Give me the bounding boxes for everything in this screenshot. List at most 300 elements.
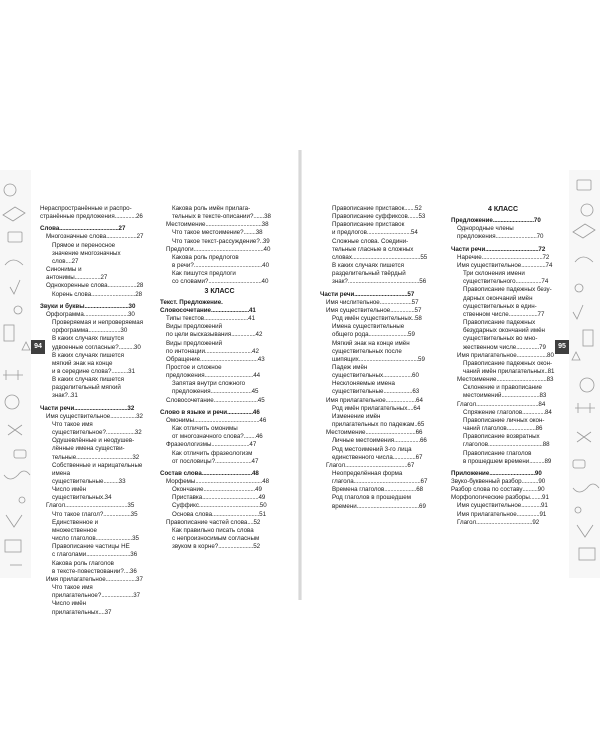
toc-entry-page: 35 bbox=[132, 535, 139, 543]
toc-entry bbox=[160, 470, 279, 478]
toc-entry-page: 84 bbox=[538, 400, 546, 408]
toc-entry-leader: ................ bbox=[231, 331, 256, 339]
toc-entry-title: лённые имена существи- bbox=[52, 445, 125, 453]
toc-entry-title: Правописание частей слова bbox=[166, 518, 248, 526]
toc-entry-page: 27 bbox=[118, 225, 126, 233]
toc-entry-title: прилагательное? bbox=[52, 592, 102, 600]
toc-entry-leader: ............................... bbox=[212, 510, 260, 518]
toc-entry-title: глаголов bbox=[463, 441, 489, 449]
toc-entry-leader: ............................................... bbox=[347, 278, 420, 286]
toc-entry-title: мягкий знак на конце bbox=[52, 359, 113, 367]
toc-entry-title: тельные bbox=[52, 453, 77, 461]
toc-entry-leader: .............................. bbox=[489, 469, 535, 477]
toc-entry-leader: ................... bbox=[105, 429, 135, 437]
toc-entry-title: Какова роль глаголов bbox=[52, 559, 114, 567]
toc-entry-leader: ............................. bbox=[213, 396, 258, 404]
doodle-border-right bbox=[569, 170, 600, 578]
toc-entry-leader: ................... bbox=[508, 310, 538, 318]
toc-entry bbox=[451, 254, 555, 262]
toc-entry bbox=[40, 352, 144, 360]
toc-entry-leader: .................... bbox=[385, 396, 417, 404]
page-number-left: 94 bbox=[31, 340, 45, 354]
toc-entry-title: Что такое местоимение? bbox=[172, 229, 244, 237]
toc-entry-title: Фразеологизмы bbox=[166, 441, 212, 449]
toc-entry-title: Синонимы и антонимы bbox=[46, 266, 82, 282]
toc-entry bbox=[451, 225, 555, 233]
toc-entry-title: Словосочетание bbox=[160, 306, 211, 314]
toc-entry-page: 70 bbox=[536, 233, 544, 241]
toc-entry-title: Имя прилагательное bbox=[457, 351, 517, 359]
toc-entry-page: 57 bbox=[407, 290, 415, 298]
toc-entry-page: 55 bbox=[420, 253, 428, 261]
toc-entry-leader: ....... bbox=[407, 213, 419, 221]
grade-heading bbox=[160, 287, 279, 299]
toc-entry bbox=[451, 233, 555, 241]
toc-entry-leader: ........................ bbox=[215, 457, 252, 465]
toc-entry bbox=[40, 213, 144, 221]
toc-entry-page: 49 bbox=[258, 494, 266, 502]
toc-entry-page: 53 bbox=[418, 213, 426, 221]
toc-entry bbox=[160, 331, 279, 339]
toc-entry bbox=[160, 409, 279, 417]
toc-entry-page: 68 bbox=[416, 486, 424, 494]
toc-entry-leader: ................. bbox=[74, 274, 101, 282]
toc-entry-page: 42 bbox=[255, 331, 263, 339]
toc-entry bbox=[40, 568, 144, 576]
toc-entry bbox=[320, 437, 439, 445]
toc-entry-title: Виды предложений bbox=[166, 339, 223, 347]
toc-entry-title: Текст. Предложение. bbox=[160, 298, 223, 306]
toc-entry bbox=[320, 478, 439, 486]
toc-entry-page: 92 bbox=[532, 518, 540, 526]
toc-entry-title: В каких случаях пишется bbox=[52, 351, 124, 359]
toc-entry bbox=[160, 221, 279, 229]
toc-entry-page: 32 bbox=[136, 412, 143, 420]
toc-entry-title: Имена существительные bbox=[332, 323, 405, 331]
toc-entry bbox=[160, 323, 279, 331]
toc-entry-leader: ............... bbox=[392, 453, 416, 461]
toc-entry-page: 47 bbox=[249, 441, 257, 449]
toc-entry-title: словах bbox=[332, 253, 352, 261]
toc-entry-title: Наречие bbox=[457, 253, 482, 261]
toc-entry-title: с глаголами bbox=[52, 551, 87, 559]
toc-entry-page: 86 bbox=[535, 425, 543, 433]
toc-entry-title: Имя прилагательное bbox=[457, 510, 517, 518]
toc-entry-leader: ....... bbox=[253, 213, 265, 221]
toc-column-3 bbox=[320, 205, 439, 511]
toc-entry-leader: .... bbox=[98, 608, 105, 616]
toc-entry bbox=[160, 486, 279, 494]
toc-entry-page: 89 bbox=[544, 457, 552, 465]
toc-entry-title: в тексте-повествовании? bbox=[52, 567, 124, 575]
toc-entry-page: 67 bbox=[420, 478, 428, 486]
toc-entry-title: Как пишутся предлоги bbox=[172, 270, 236, 278]
toc-entry bbox=[160, 450, 279, 458]
toc-entry bbox=[320, 299, 439, 307]
toc-entry-leader: ......................................... bbox=[356, 502, 420, 510]
toc-entry-page: 37 bbox=[133, 592, 141, 600]
toc-entry-leader: . bbox=[103, 494, 105, 502]
toc-entry bbox=[160, 364, 279, 372]
toc-entry-title: число глаголов bbox=[52, 535, 96, 543]
toc-entry bbox=[320, 421, 439, 429]
toc-entry bbox=[40, 266, 144, 282]
toc-entry-leader: .......... bbox=[529, 457, 545, 465]
toc-entry bbox=[160, 372, 279, 380]
toc-entry bbox=[160, 299, 279, 307]
toc-entry-title: Изменение имён bbox=[332, 412, 381, 420]
toc-entry-page: 28 bbox=[136, 282, 144, 290]
toc-entry-page: 77 bbox=[537, 310, 545, 318]
toc-entry-title: Окончание bbox=[172, 486, 204, 494]
toc-entry-title: Типы текстов bbox=[166, 315, 205, 323]
toc-entry-title: Разбор слова по составу bbox=[451, 486, 523, 494]
toc-entry bbox=[40, 225, 144, 233]
toc-entry-leader: .......................... bbox=[368, 331, 409, 339]
toc-entry-title: тельных в тексте-описании? bbox=[172, 213, 254, 221]
toc-entry-title: существительных bbox=[332, 372, 384, 380]
toc-entry bbox=[160, 238, 279, 246]
toc-entry-leader: ................................ bbox=[204, 372, 254, 380]
toc-entry bbox=[160, 433, 279, 441]
toc-entry-page: 66 bbox=[415, 429, 423, 437]
toc-entry-leader: ................. bbox=[110, 412, 137, 420]
toc-entry-page: 33 bbox=[118, 478, 126, 485]
toc-entry-page: 46 bbox=[252, 408, 260, 416]
toc-entry-leader: .......... bbox=[522, 486, 538, 494]
toc-entry bbox=[160, 511, 279, 519]
toc-entry-page: 69 bbox=[419, 502, 426, 510]
toc-entry-title: со словами? bbox=[172, 278, 209, 286]
toc-entry-page: 30 bbox=[133, 343, 141, 351]
toc-entry-title: Число имён существительных bbox=[52, 486, 104, 502]
toc-entry-page: 28 bbox=[135, 290, 143, 298]
toc-entry bbox=[320, 388, 439, 396]
toc-entry-leader: ................. bbox=[227, 408, 253, 416]
toc-entry-page: 57 bbox=[411, 298, 419, 306]
toc-entry-leader: .................................... bbox=[488, 441, 543, 449]
toc-entry bbox=[40, 421, 144, 429]
toc-entry-title: Орфограмма bbox=[46, 310, 84, 318]
toc-entry-page: 63 bbox=[412, 388, 420, 396]
toc-entry-page: 51 bbox=[259, 510, 267, 518]
toc-entry-leader: ............................. bbox=[86, 551, 131, 559]
toc-entry-leader: ................... bbox=[383, 372, 412, 380]
toc-entry bbox=[451, 519, 555, 527]
toc-entry-title: Части речи bbox=[320, 290, 355, 298]
toc-entry-page: 54 bbox=[410, 229, 418, 237]
toc-entry bbox=[40, 584, 144, 592]
toc-entry-leader: ................................... bbox=[485, 245, 539, 253]
toc-entry-page: 58 bbox=[414, 315, 422, 323]
toc-entry-leader: ......................................... bbox=[345, 461, 408, 469]
toc-entry-title: Морфологические разборы bbox=[451, 494, 530, 502]
toc-entry-page: 90 bbox=[534, 469, 542, 477]
toc-entry bbox=[40, 335, 144, 343]
toc-entry-leader: .................... bbox=[106, 233, 137, 241]
toc-entry-page: 36 bbox=[130, 551, 138, 559]
toc-entry bbox=[40, 242, 144, 250]
toc-entry-page: 45 bbox=[257, 396, 265, 404]
toc-entry-title: Слова bbox=[40, 225, 60, 233]
toc-entry-title: Глагол bbox=[326, 461, 346, 469]
toc-entry bbox=[451, 319, 555, 327]
toc-entry-title: Имя числительное bbox=[326, 298, 380, 306]
toc-entry bbox=[40, 233, 144, 241]
toc-entry-title: Имя существительное bbox=[457, 502, 522, 510]
toc-entry-page: 48 bbox=[251, 469, 259, 477]
toc-entry bbox=[160, 519, 279, 527]
toc-entry-title: Звуко-буквенный разбор bbox=[451, 478, 522, 485]
toc-entry bbox=[451, 384, 555, 392]
toc-entry-title: шипящих bbox=[332, 355, 359, 363]
toc-entry-title: и в середине слова? bbox=[52, 367, 112, 375]
toc-entry-title: по цели высказывания bbox=[166, 331, 232, 339]
toc-entry-leader: ................ bbox=[390, 306, 415, 314]
toc-entry-leader: ........... bbox=[521, 478, 539, 485]
toc-entry-leader: ......................................... bbox=[476, 400, 539, 408]
toc-entry-page: 59 bbox=[418, 355, 425, 363]
toc-entry-leader: ............................................ bbox=[353, 478, 421, 486]
toc-entry-title: звуком в корне? bbox=[172, 543, 219, 551]
toc-entry-page: 74 bbox=[545, 261, 553, 269]
toc-entry-leader: ............................................. bbox=[351, 253, 421, 261]
toc-entry-title: Части речи bbox=[451, 245, 486, 253]
toc-entry bbox=[40, 535, 144, 543]
toc-entry bbox=[451, 425, 555, 433]
toc-entry-page: 40 bbox=[261, 278, 269, 286]
toc-entry-title: Имя существительное bbox=[457, 261, 522, 269]
toc-entry-title: имена существительные bbox=[52, 469, 104, 485]
toc-entry-title: по интонации bbox=[166, 347, 205, 355]
toc-entry-leader: .... bbox=[247, 518, 254, 526]
toc-entry bbox=[160, 229, 279, 237]
toc-entry-page: 57 bbox=[414, 306, 422, 314]
toc-entry-page: 50 bbox=[259, 502, 267, 510]
toc-entry-title: существительные bbox=[332, 388, 384, 396]
toc-entry-title: Склонение и правописание bbox=[463, 384, 542, 392]
toc-entry bbox=[40, 368, 144, 376]
toc-entry-leader: ............................. bbox=[366, 229, 411, 237]
toc-entry-page: 38 bbox=[261, 221, 269, 229]
toc-entry-page: 74 bbox=[541, 278, 549, 286]
toc-entry bbox=[320, 462, 439, 470]
toc-entry-page: 72 bbox=[542, 253, 550, 261]
toc-entry-title: Глагол bbox=[457, 518, 477, 526]
toc-entry-title: безударных окончаний имён bbox=[463, 327, 545, 335]
toc-entry bbox=[40, 592, 144, 600]
toc-entry-leader: ..................... bbox=[101, 592, 134, 600]
toc-entry-title: Корень слова bbox=[52, 290, 92, 298]
toc-entry-page: 52 bbox=[253, 543, 261, 551]
toc-entry bbox=[320, 405, 439, 413]
toc-entry bbox=[320, 331, 439, 339]
toc-entry-title: чаний глаголов bbox=[463, 425, 507, 433]
toc-entry bbox=[160, 278, 279, 286]
toc-entry-title: Как отличить омонимы bbox=[172, 425, 238, 433]
toc-entry bbox=[160, 380, 279, 388]
toc-entry bbox=[40, 576, 144, 584]
doodle-border-left bbox=[0, 170, 31, 578]
toc-entry bbox=[40, 486, 144, 502]
toc-entry-page: 41 bbox=[248, 306, 256, 314]
toc-entry-leader: .................... bbox=[516, 351, 548, 359]
toc-entry bbox=[40, 282, 144, 290]
toc-entry bbox=[40, 445, 144, 453]
toc-entry bbox=[40, 384, 144, 400]
toc-entry-title: Одушевлённые и неодушев- bbox=[52, 437, 135, 445]
toc-entry-page: 59 bbox=[408, 331, 415, 339]
toc-entry-title: Правописание приставок bbox=[332, 205, 405, 212]
toc-entry-leader: .... bbox=[123, 567, 130, 575]
toc-entry-page: 46 bbox=[255, 433, 263, 441]
toc-entry-leader: ................................... bbox=[354, 290, 408, 298]
toc-entry bbox=[160, 441, 279, 449]
toc-entry-leader: .. bbox=[544, 367, 548, 375]
toc-entry-page: 37 bbox=[136, 575, 143, 583]
toc-entry-page: 42 bbox=[252, 347, 259, 355]
toc-entry bbox=[451, 286, 555, 294]
toc-entry-title: Правописание падежных bbox=[463, 319, 536, 327]
toc-entry-title: Неопределённая форма bbox=[332, 470, 403, 477]
toc-entry-leader: ................... bbox=[107, 282, 137, 290]
toc-entry bbox=[160, 425, 279, 433]
toc-entry-leader: ............... bbox=[516, 510, 540, 518]
toc-entry bbox=[40, 600, 144, 616]
toc-entry-title: Запятая внутри сложного bbox=[172, 380, 246, 388]
toc-entry-title: Имя прилагательное bbox=[46, 575, 106, 583]
toc-entry-title: Спряжение глаголов bbox=[463, 408, 523, 416]
toc-entry-leader: ......................... bbox=[211, 306, 249, 314]
toc-entry bbox=[40, 462, 144, 470]
toc-entry-title: Правописание суффиксов bbox=[332, 213, 408, 221]
toc-entry bbox=[451, 450, 555, 458]
toc-entry-page: 43 bbox=[257, 355, 265, 363]
toc-entry-page: 72 bbox=[538, 245, 546, 253]
toc-column-1 bbox=[40, 205, 144, 617]
toc-entry-leader: .. bbox=[259, 237, 263, 245]
toc-entry bbox=[451, 486, 555, 494]
toc-entry bbox=[160, 246, 279, 254]
toc-entry-title: Имя прилагательное bbox=[326, 396, 386, 404]
toc-entry bbox=[160, 478, 279, 486]
toc-entry-leader: ........ bbox=[529, 494, 543, 502]
toc-entry-page: 47 bbox=[251, 457, 259, 465]
toc-entry-title: Предложение bbox=[451, 217, 493, 225]
toc-entry bbox=[40, 360, 144, 368]
toc-entry-page: 64 bbox=[413, 404, 421, 412]
toc-entry bbox=[160, 458, 279, 466]
toc-entry-page: 83 bbox=[546, 376, 554, 384]
toc-entry-title: Род имён существительных bbox=[332, 315, 412, 323]
toc-entry-title: значение многозначных слов bbox=[52, 249, 121, 265]
toc-entry-leader: ............... bbox=[522, 408, 545, 416]
toc-entry-page: 80 bbox=[547, 351, 554, 359]
toc-entry-leader: .. bbox=[414, 421, 418, 429]
toc-entry-page: 27 bbox=[136, 233, 144, 241]
toc-entry-page: 40 bbox=[263, 245, 271, 253]
toc-entry bbox=[451, 352, 555, 360]
toc-entry-title: В каких случаях пишется bbox=[332, 262, 404, 270]
toc-entry-title: от многозначного слова? bbox=[172, 433, 244, 441]
toc-entry bbox=[40, 551, 144, 559]
toc-entry bbox=[451, 458, 555, 466]
toc-entry-title: Мягкий знак на конце имён bbox=[332, 339, 410, 347]
toc-entry bbox=[160, 340, 279, 348]
toc-entry-title: Приставка bbox=[172, 494, 203, 502]
toc-entry-title: Обращение bbox=[166, 355, 201, 363]
school-doodles-icon bbox=[0, 170, 31, 578]
toc-entry-title: дарных окончаний имён bbox=[463, 294, 533, 302]
toc-entry bbox=[320, 348, 439, 356]
toc-entry-leader: .......... bbox=[103, 478, 119, 485]
toc-entry-title: единственного числа bbox=[332, 453, 393, 461]
toc-entry-page: 31 bbox=[128, 367, 136, 375]
toc-entry bbox=[40, 303, 144, 311]
toc-entry bbox=[320, 291, 439, 299]
toc-entry-title: Однокоренные слова bbox=[46, 282, 108, 290]
toc-entry bbox=[40, 454, 144, 462]
toc-entry-title: Как правильно писать слова bbox=[172, 526, 254, 534]
toc-entry-page: 66 bbox=[419, 437, 427, 445]
toc-entry bbox=[40, 511, 144, 519]
toc-entry bbox=[320, 372, 439, 380]
toc-entry-page: 37 bbox=[104, 608, 112, 616]
toc-entry bbox=[451, 270, 555, 278]
toc-entry-title: существительных после bbox=[332, 347, 402, 355]
toc-entry-leader: ................. bbox=[515, 278, 542, 286]
toc-entry-page: 70 bbox=[533, 217, 541, 225]
toc-entry-page: 81 bbox=[547, 367, 555, 375]
toc-entry-title: Правописание глаголов bbox=[463, 449, 532, 457]
toc-entry-title: В каких случаях пишется bbox=[52, 376, 124, 384]
toc-entry-page: 52 bbox=[414, 205, 422, 212]
toc-entry bbox=[320, 364, 439, 372]
toc-entry-title: Как отличить фразеологизм bbox=[172, 449, 253, 457]
toc-entry bbox=[40, 344, 144, 352]
toc-entry bbox=[160, 535, 279, 543]
toc-entry bbox=[40, 205, 144, 213]
toc-entry-title: Виды предложений bbox=[166, 323, 223, 331]
toc-entry-title: Нераспространённые и распро- bbox=[40, 205, 132, 212]
toc-entry-page: 36 bbox=[129, 567, 137, 575]
toc-entry bbox=[451, 246, 555, 254]
toc-entry bbox=[320, 323, 439, 331]
toc-entry-title: существительное? bbox=[52, 429, 106, 437]
toc-entry-leader: ................... bbox=[506, 425, 536, 433]
toc-entry bbox=[320, 254, 439, 262]
toc-entry bbox=[320, 238, 439, 246]
toc-entry-title: Что такое имя bbox=[52, 584, 93, 592]
toc-entry-title: в прошедшем времени bbox=[463, 457, 530, 465]
toc-entry-title: от пословицы? bbox=[172, 457, 216, 465]
toc-entry-title: глагола bbox=[332, 478, 354, 486]
toc-entry-title: Падеж имён bbox=[332, 363, 368, 371]
toc-entry bbox=[160, 356, 279, 364]
toc-entry bbox=[320, 413, 439, 421]
toc-entry-page: 90 bbox=[538, 478, 546, 485]
toc-entry bbox=[160, 527, 279, 535]
toc-entry bbox=[160, 262, 279, 270]
toc-entry-page: 38 bbox=[264, 213, 271, 221]
toc-entry-title: предложения bbox=[457, 233, 496, 241]
toc-entry-title: жественном числе bbox=[463, 343, 517, 351]
toc-entry bbox=[451, 478, 555, 486]
toc-entry-title: Основа слова bbox=[172, 510, 213, 518]
toc-entry-page: 30 bbox=[127, 310, 135, 318]
toc-entry bbox=[451, 278, 555, 286]
toc-entry-leader: ...................................... bbox=[200, 355, 258, 363]
